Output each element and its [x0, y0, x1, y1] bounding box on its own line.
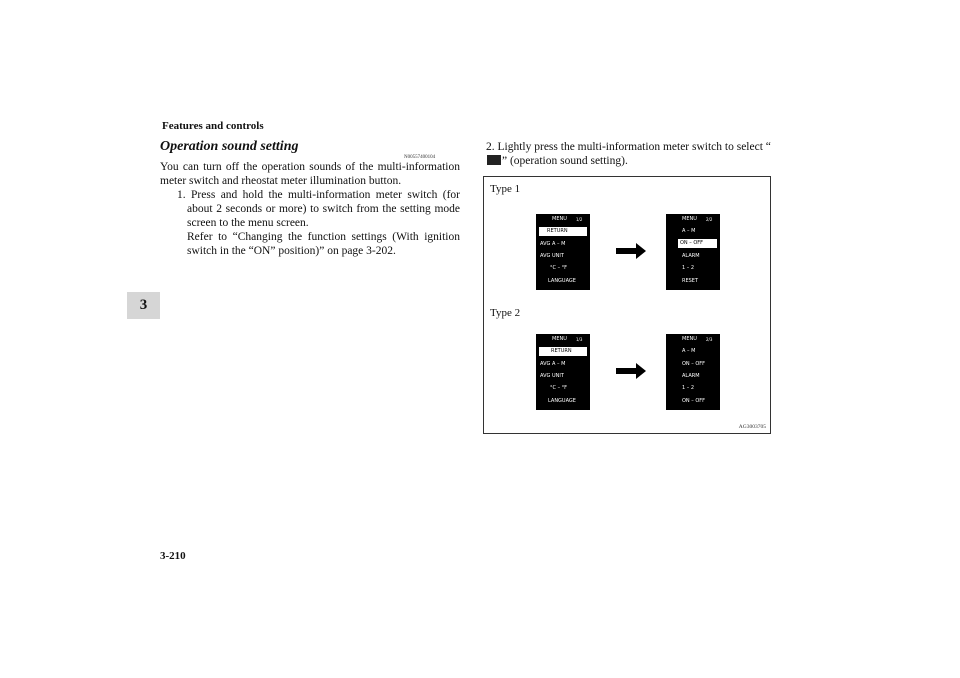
menu-title: MENU	[552, 216, 567, 222]
menu-row: ALARM	[682, 373, 700, 379]
menu-row: ON – OFF	[678, 239, 717, 248]
menu-title: MENU	[682, 216, 697, 222]
menu-row: AVG A – M	[540, 361, 566, 367]
menu-row: ON – OFF	[682, 361, 706, 367]
menu-row: ON – OFF	[682, 398, 706, 404]
menu-page: 2/2	[706, 217, 713, 222]
operation-sound-icon	[487, 155, 501, 165]
page-number: 3-210	[160, 550, 186, 562]
section-title: Operation sound setting	[160, 139, 299, 154]
type-1-label: Type 1	[490, 183, 521, 195]
type-2-label: Type 2	[490, 307, 521, 319]
menu-row: AVG UNIT	[540, 373, 564, 379]
section-code: N00557400104	[404, 155, 436, 160]
step-1	[177, 188, 460, 258]
right-arrow-icon	[616, 363, 646, 379]
menu-page: 2/3	[706, 337, 713, 342]
right-arrow-icon	[616, 243, 646, 259]
step-1-reference: Refer to “Changing the function settings (With ignition switch in the “ON” position)” on page 3-202.	[187, 231, 460, 257]
menu-row: ALARM	[682, 253, 700, 259]
menu-row: AVG A – M	[540, 241, 566, 247]
menu-row: A – M	[682, 228, 696, 234]
type1-menu-screen-1	[536, 214, 590, 290]
chapter-tab: 3	[127, 292, 160, 319]
step-2-text-post: ” (operation sound setting).	[502, 155, 628, 167]
menu-row: LANGUAGE	[548, 398, 576, 404]
type2-menu-screen-2	[666, 334, 720, 410]
menu-page: 1/3	[576, 337, 583, 342]
menu-title: MENU	[552, 336, 567, 342]
menu-page: 1/2	[576, 217, 583, 222]
figure-id: AG3003705	[738, 424, 766, 430]
menu-row: AVG UNIT	[540, 253, 564, 259]
menu-row: LANGUAGE	[548, 278, 576, 284]
menu-row: 1 – 2	[682, 265, 695, 271]
menu-row: 1 – 2	[682, 385, 695, 391]
menu-title: MENU	[682, 336, 697, 342]
menu-row: RETURN	[539, 347, 587, 356]
menu-row: RESET	[682, 278, 699, 284]
step-1-text: 1. Press and hold the multi-information meter switch (for about 2 seconds or more) to switch from the setting mode screen to the menu screen.	[177, 189, 460, 229]
type1-menu-screen-2	[666, 214, 720, 290]
step-2	[486, 140, 780, 168]
type2-menu-screen-1	[536, 334, 590, 410]
intro-paragraph: You can turn off the operation sounds of the multi-information meter switch and rheostat meter illumination button.	[160, 161, 460, 187]
menu-row: °C – °F	[550, 265, 568, 271]
menu-row: RETURN	[539, 227, 587, 236]
page-header: Features and controls	[162, 120, 264, 132]
step-2-text-pre: 2. Lightly press the multi-information meter switch to select “	[486, 141, 771, 153]
menu-row: A – M	[682, 348, 696, 354]
menu-row: °C – °F	[550, 385, 568, 391]
menu-figure	[483, 176, 771, 434]
